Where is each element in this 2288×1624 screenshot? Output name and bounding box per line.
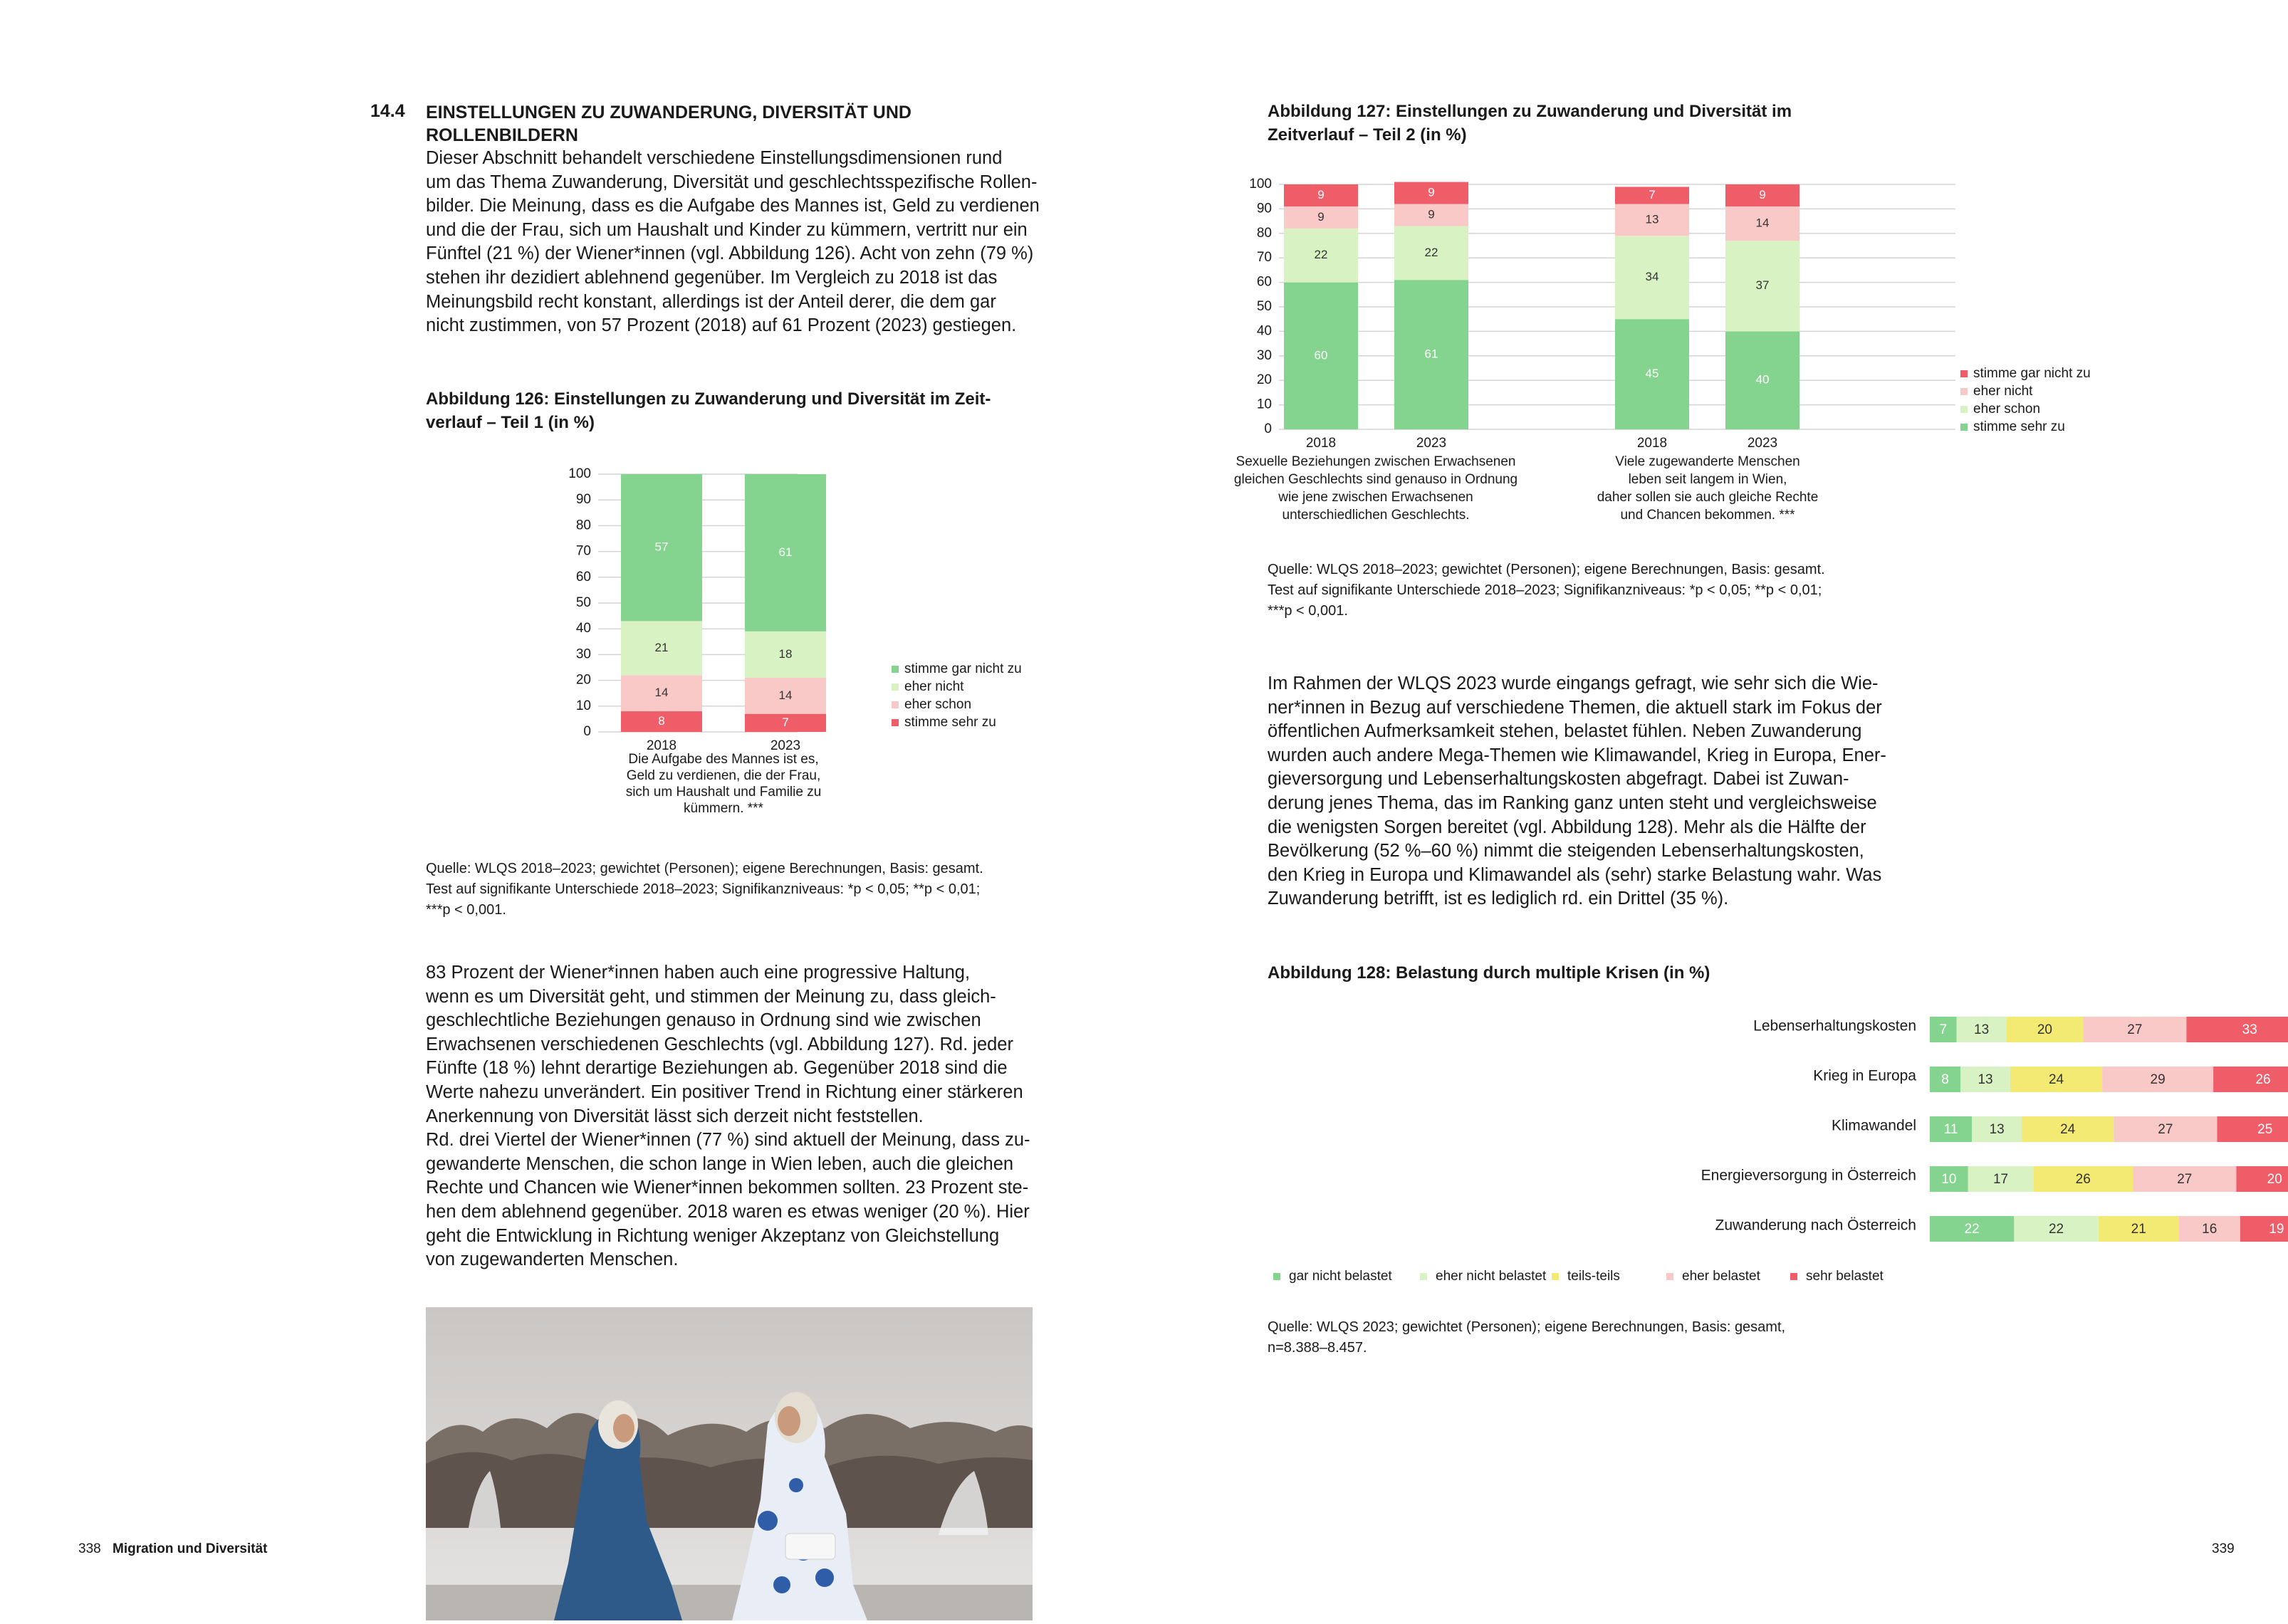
data-label: 9 [1317,210,1324,224]
legend-entry: eher nicht [1973,384,2033,399]
bars [1930,1017,2288,1242]
y-tick-labels [1249,177,1272,436]
data-label: 13 [1990,1122,2005,1137]
y-tick-label: 60 [576,570,591,585]
data-label: 57 [655,540,669,554]
bar-segment [2213,1067,2288,1092]
legend-entry: stimme gar nicht zu [1973,366,2091,381]
legend-swatch [892,719,899,726]
photo-two-women-at-fountain [426,1307,1033,1620]
figure-126-title: Abbildung 126: Einstellungen zu Zuwanderung und Diversität im Zeit- verlauf – Teil 1 (in %) [426,387,991,434]
legend-entry: gar nicht belastet [1289,1269,1392,1284]
category-label: Krieg in Europa [1813,1068,1916,1084]
figure-127-title: Abbildung 127: Einstellungen zu Zuwanderung und Diversität im Zeitverlauf – Teil 2 (in %) [1268,100,1792,147]
figure-128-title: Abbildung 128: Belastung durch multiple Krisen (in %) [1268,961,1710,985]
legend-swatch [1960,370,1968,377]
data-label: 22 [1315,248,1328,261]
data-label: 29 [2151,1072,2166,1087]
y-tick-label: 100 [568,466,591,481]
legend-swatch [892,666,899,673]
data-label: 14 [655,686,669,699]
y-tick-label: 10 [1257,397,1272,412]
data-label: 14 [1756,216,1770,230]
legend-entry: teils-teils [1567,1269,1620,1284]
photo-illustration [426,1307,1033,1620]
legend-swatch [1960,406,1968,413]
legend-entry: eher nicht belastet [1436,1269,1547,1284]
legend [892,661,1022,730]
category-label: Lebenserhaltungskosten [1753,1018,1916,1034]
y-tick-label: 90 [1257,201,1272,216]
data-label: 25 [2257,1122,2272,1137]
group-label-text: Die Aufgabe des Mannes ist es, Geld zu verdienen, die der Frau, sich um Haushalt und Familie zu kümmern. *** [626,752,822,816]
data-label: 61 [779,545,793,559]
figure-127-source: Quelle: WLQS 2018–2023; gewichtet (Personen); eigene Berechnungen, Basis: gesamt. Test auf signifikante Unterschiede 2018–2023; Signifikanzniveaus: *p < 0,05; **p < 0,01; ***p < 0,001. [1268,560,1825,622]
data-label: 8 [658,714,664,728]
data-label: 10 [1941,1172,1956,1187]
x-tick-label: 2023 [1416,436,1446,451]
legend-swatch [1666,1273,1673,1280]
data-label: 22 [1965,1222,1980,1237]
left-page [0,0,1144,1620]
data-label: 45 [1646,367,1659,380]
data-label: 24 [2060,1122,2076,1137]
x-tick-label: 2018 [647,738,677,753]
data-label: 20 [2267,1172,2282,1187]
legend-entry: sehr belastet [1806,1269,1884,1284]
group-label-text: Sexuelle Beziehungen zwischen Erwachsenen gleichen Geschlechts sind genauso in Ordnung wie jene zwischen Erwachsenen unterschiedlichen Geschlechts. [1234,454,1518,523]
y-tick-label: 20 [576,673,591,688]
legend-swatch [1790,1273,1797,1280]
legend-entry: stimme gar nicht zu [904,661,1022,676]
data-label: 27 [2158,1122,2173,1137]
category-label: Klimawandel [1832,1118,1916,1134]
y-tick-label: 0 [1264,421,1272,436]
data-label: 14 [779,688,793,702]
group-labels [1234,454,1818,523]
y-tick-label: 100 [1249,177,1272,192]
data-label: 37 [1756,278,1770,292]
y-tick-label: 40 [1257,323,1272,338]
data-label: 9 [1428,186,1434,199]
data-label: 11 [1944,1122,1958,1137]
y-tick-label: 80 [1257,226,1272,241]
figure-126-source: Quelle: WLQS 2018–2023; gewichtet (Personen); eigene Berechnungen, Basis: gesamt. Test auf signifikante Unterschiede 2018–2023; Signifikanzniveaus: *p < 0,05; **p < 0,01; ***p < 0,001. [426,859,983,921]
y-tick-label: 40 [576,621,591,636]
y-tick-label: 0 [583,724,591,739]
right-page [1144,0,2288,1620]
data-label: 22 [2049,1222,2064,1237]
data-label: 24 [2049,1072,2064,1087]
y-tick-label: 30 [1257,348,1272,363]
data-label: 20 [2037,1022,2052,1037]
legend-swatch [1960,424,1968,431]
data-label: 9 [1759,188,1765,201]
category-label: Zuwanderung nach Österreich [1715,1217,1917,1234]
data-label: 8 [1941,1072,1949,1087]
data-label: 21 [655,641,669,654]
legend-swatch [1552,1273,1559,1280]
y-tick-label: 80 [576,518,591,533]
y-tick-label: 70 [576,544,591,559]
data-label: 26 [2255,1072,2270,1087]
legend-entry: eher schon [904,697,971,712]
x-tick-labels [647,738,800,753]
data-label: 18 [779,647,793,661]
data-label: 27 [2127,1022,2142,1037]
y-tick-label: 50 [1257,299,1272,314]
y-tick-label: 60 [1257,275,1272,290]
intro-paragraph: Dieser Abschnitt behandelt verschiedene Einstellungsdimensionen rund um das Thema Zuwanderung, Diversität und geschlechtsspezifische Rollen- bilder. Die Meinung, dass es die Aufgabe des Mannes ist, Geld zu verdienen und die der Frau, sich um Haushalt und Kinder zu kümmern, vertritt nur ein Fünftel (21 %) der Wiener*innen (vgl. Abbildung 126). Acht von zehn (79 %) stehen ihr dezidiert ablehnend gegenüber. Im Vergleich zu 2018 ist das Meinungsbild recht konstant, allerdings ist der Anteil derer, die dem gar nicht zustimmen, von 57 Prozent (2018) auf 61 Prozent (2023) gestiegen. [426,147,1109,338]
footer-page-number: 338 [78,1541,101,1557]
legend-swatch [892,701,899,708]
data-label: 27 [2177,1172,2192,1187]
legend-entry: eher schon [1973,402,2040,417]
data-label: 61 [1425,347,1438,361]
data-label: 19 [2269,1222,2284,1237]
x-tick-label: 2018 [1306,436,1336,451]
y-tick-label: 10 [576,698,591,713]
y-tick-labels [568,466,591,739]
legend-entry: stimme sehr zu [904,715,996,730]
data-label: 16 [2202,1222,2217,1237]
data-label: 33 [2242,1022,2257,1037]
y-tick-label: 90 [576,492,591,507]
bar-segment [2218,1116,2288,1142]
group-label-text: Viele zugewanderte Menschen leben seit langem in Wien, daher sollen sie auch gleiche Rechte und Chancen bekommen. *** [1597,454,1819,523]
legend-entry: eher nicht [904,679,964,694]
group-label [626,752,822,816]
category-label: Energieversorgung in Österreich [1701,1168,1916,1184]
legend-entry: stimme sehr zu [1973,419,2065,434]
x-tick-labels [1306,436,1777,451]
data-label: 7 [1649,188,1655,201]
category-labels [1701,1018,1917,1234]
body-paragraph-3: Im Rahmen der WLQS 2023 wurde eingangs gefragt, wie sehr sich die Wie- ner*innen in Bezug auf verschiedene Themen, die aktuell stark im Fokus der öffentlichen Aufmerksamkeit stehen, belastet fühlen. Neben Zuwanderung wurden auch andere Mega-Themen wie Klimawandel, Krieg in Europa, Ener- gieversorgung und Lebenserhaltungskosten abgefragt. Dabei ist Zuwan- derung jenes Thema, das im Ranking ganz unten steht und vergleichsweise die wenigsten Sorgen bereitet (vgl. Abbildung 128). Mehr als die Hälfte der Bevölkerung (52 %–60 %) nimmt die steigenden Lebenserhaltungskosten, den Krieg in Europa und Klimawandel als (sehr) starke Belastung wahr. Was Zuwanderung betrifft, ist es lediglich rd. ein Drittel (35 %). [1268,672,1951,911]
y-tick-label: 20 [1257,372,1272,387]
section-number: 14.4 [370,101,405,122]
data-label: 13 [1974,1022,1989,1037]
data-label: 9 [1317,188,1324,201]
body-paragraph-2: 83 Prozent der Wiener*innen haben auch eine progressive Haltung, wenn es um Diversität geht, und stimmen der Meinung zu, dass gleich- geschlechtliche Beziehungen genauso in Ordnung sind wie zwischen Erwachsenen verschiedenen Geschlechts (vgl. Abbildung 127). Rd. jeder Fünfte (18 %) lehnt derartige Beziehungen ab. Gegenüber 2018 sind die Werte nahezu unverändert. Ein positiver Trend in Richtung einer stärkeren Anerkennung von Diversität lässt sich derzeit nicht feststellen. Rd. drei Viertel der Wiener*innen (77 %) sind aktuell der Meinung, dass zu- gewanderte Menschen, die schon lange in Wien leben, auch die gleichen Rechte und Chancen wie Wiener*innen bekommen sollten. 23 Prozent ste- hen dem ablehnend gegenüber. 2018 waren es etwas weniger (20 %). Hier geht die Entwicklung in Richtung weniger Akzeptanz von Gleichstellung von zugewanderten Menschen. [426,961,1109,1272]
data-label: 26 [2076,1172,2091,1187]
y-tick-label: 50 [576,595,591,610]
legend-swatch [1420,1273,1427,1280]
footer-page-number: 339 [2212,1541,2235,1557]
data-label: 7 [1940,1022,1948,1037]
data-label: 34 [1646,270,1659,283]
data-label: 7 [782,716,788,729]
data-label: 22 [1425,246,1438,259]
data-label: 60 [1315,348,1328,362]
legend-swatch [1273,1273,1280,1280]
legend-swatch [1960,388,1968,395]
data-label: 40 [1756,373,1770,387]
data-label: 21 [2131,1222,2146,1237]
figure-126-chart [541,447,1082,846]
section-title: EINSTELLUNGEN ZU ZUWANDERUNG, DIVERSITÄT UND ROLLENBILDERN [426,101,911,147]
y-tick-label: 30 [576,646,591,661]
figure-127-chart [1243,171,2126,541]
data-label: 9 [1428,207,1434,221]
data-label: 13 [1978,1072,1992,1087]
y-tick-label: 70 [1257,250,1272,265]
legend [1273,1269,1884,1284]
legend-swatch [892,683,899,691]
x-tick-label: 2023 [770,738,800,753]
bar-segment [2186,1017,2288,1042]
legend [1960,366,2091,434]
bars [1284,182,1799,429]
data-label: 17 [1993,1172,2008,1187]
x-tick-label: 2018 [1637,436,1667,451]
footer-chapter: Migration und Diversität [113,1541,267,1557]
figure-128-source: Quelle: WLQS 2023; gewichtet (Personen); eigene Berechnungen, Basis: gesamt, n=8.388–8.457. [1268,1317,1785,1358]
x-tick-label: 2023 [1748,436,1777,451]
figure-128-chart [1243,1004,2169,1303]
legend-entry: eher belastet [1682,1269,1761,1284]
data-label: 13 [1646,212,1659,226]
